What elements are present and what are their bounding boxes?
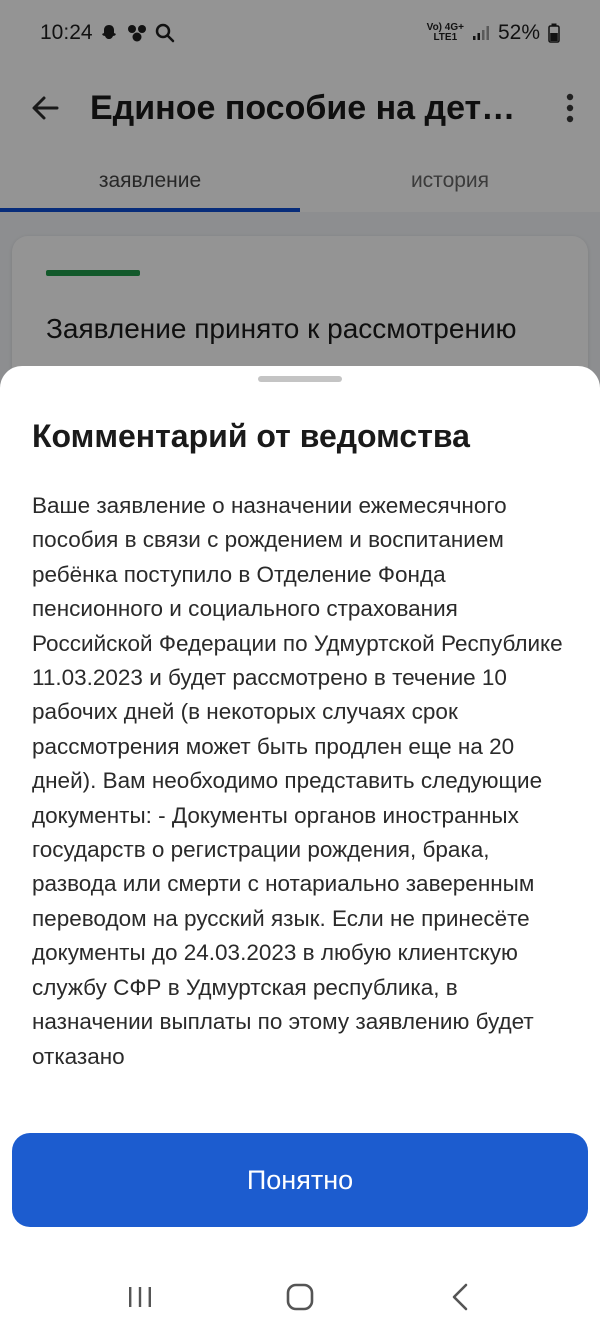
home-button[interactable] <box>260 1267 340 1327</box>
page-title: Единое пособие на дет… <box>90 88 516 127</box>
system-nav-bar <box>0 1262 600 1332</box>
back-nav-button[interactable] <box>420 1267 500 1327</box>
chevron-left-icon <box>451 1283 469 1311</box>
understood-button[interactable]: Понятно <box>12 1133 588 1227</box>
application-status-text: Заявление принято к рассмотрению <box>46 313 517 344</box>
network-bottom-label: LTE1 <box>433 32 458 43</box>
home-icon <box>286 1283 314 1311</box>
status-time: 10:24 <box>40 21 93 44</box>
tab-history-label: история <box>410 169 490 192</box>
tab-application-label: заявление <box>98 169 202 192</box>
sheet-drag-handle[interactable] <box>258 376 342 382</box>
recent-apps-button[interactable] <box>100 1267 180 1327</box>
sheet-title: Комментарий от ведомства <box>32 418 470 454</box>
comment-bottom-sheet <box>0 366 600 1332</box>
sheet-comment-text: Ваше заявление о назначении ежемесячного пособия в связи с рождением и воспитанием ребёнка поступило в Отделение Фонда пенсионного и социального страхования Российской Федерации по Удмуртской Республике 11.03.2023 и будет рассмотрено в течение 10 рабочих дней (в некоторых случаях срок рассмотрения может быть продлен еще на 20 дней). Вам необходимо представить следующие документы: - Документы органов иностранных государств о регистрации рождения, брака, развода или смерти с нотариально заверенным переводом на русский язык. Если не принесёте документы до 24.03.2023 в любую клиентскую службу СФР в Удмуртская республика, в назначении выплаты по этому заявлению будет отказано <box>32 493 563 1069</box>
battery-percent: 52% <box>497 21 540 44</box>
network-top-label: Vo) 4G+ <box>426 22 464 33</box>
recents-icon <box>127 1285 153 1309</box>
